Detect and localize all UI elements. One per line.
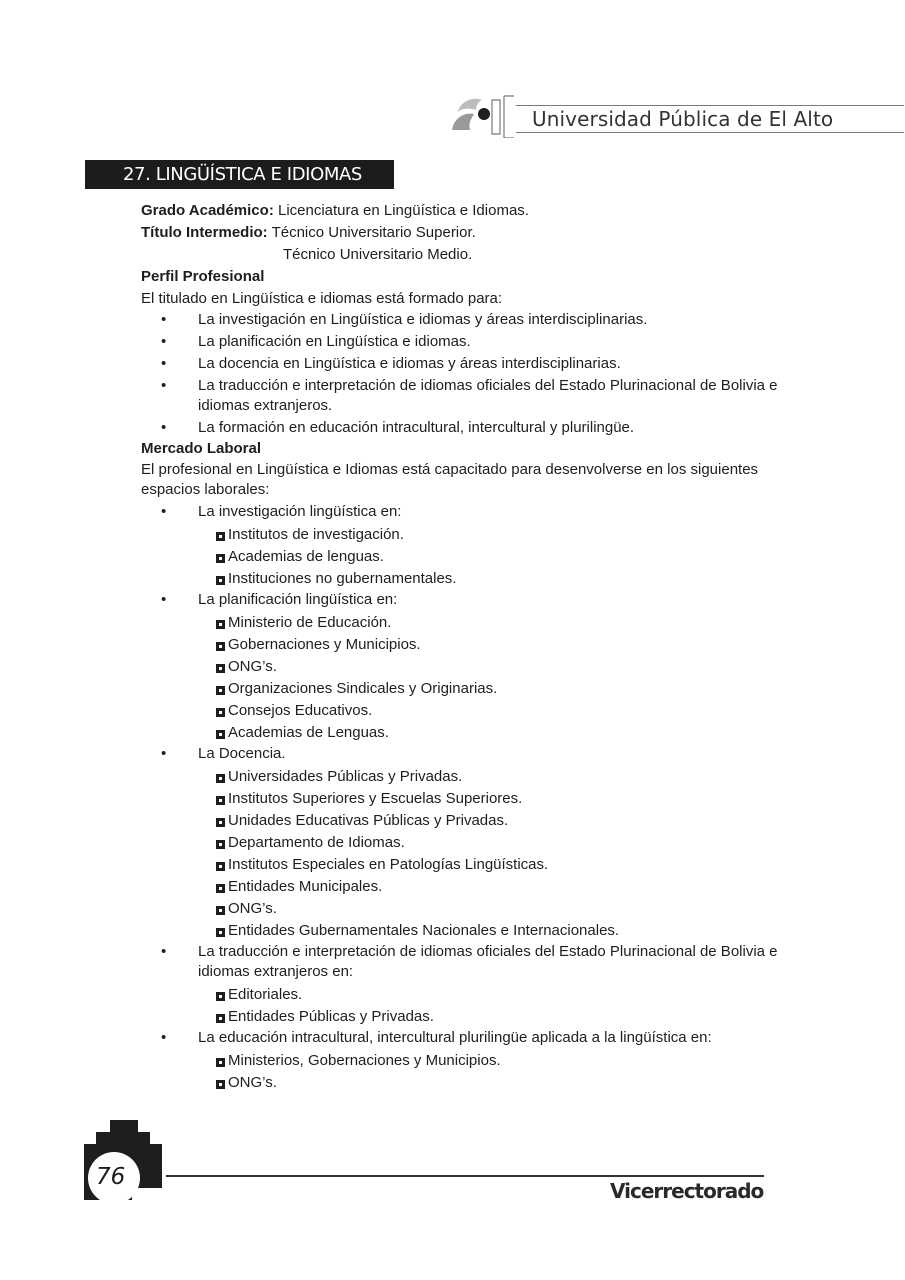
list-item: • La educación intracultural, intercultural plurilingüe aplicada a la lingüística en: xyxy=(161,1029,712,1046)
list-item: • La Docencia. xyxy=(161,745,286,762)
university-logo-icon xyxy=(450,94,514,138)
titulo-intermedio: Título Intermedio: Técnico Universitario Superior. xyxy=(141,224,476,241)
sub-list xyxy=(141,612,811,744)
footer-rule xyxy=(166,1175,764,1177)
grado-academico: Grado Académico: Licenciatura en Lingüística e Idiomas. xyxy=(141,202,529,219)
sub-list-item: Instituciones no gubernamentales. xyxy=(141,568,811,590)
sub-list-item: Institutos de investigación. xyxy=(141,524,811,546)
list-item: • La planificación en Lingüística e idiomas. xyxy=(161,333,471,350)
sub-list-item: Entidades Municipales. xyxy=(141,876,811,898)
header-title: Universidad Pública de El Alto xyxy=(532,107,834,131)
sub-list xyxy=(141,1050,811,1094)
list-item: • La traducción e interpretación de idiomas oficiales del Estado Plurinacional de Bolivia e idiomas extranjeros en: xyxy=(161,943,778,980)
list-item: • La docencia en Lingüística e idiomas y áreas interdisciplinarias. xyxy=(161,355,621,372)
sub-list-item: Academias de lenguas. xyxy=(141,546,811,568)
sub-list-item: Ministerio de Educación. xyxy=(141,612,811,634)
perfil-intro: El titulado en Lingüística e idiomas está formado para: xyxy=(141,290,503,307)
sub-list xyxy=(141,524,811,590)
list-item: • La formación en educación intracultural, intercultural y plurilingüe. xyxy=(161,419,635,436)
sub-list-item: ONG’s. xyxy=(141,1072,811,1094)
sub-list-item: Institutos Especiales en Patologías Lingüísticas. xyxy=(141,854,811,876)
mercado-list xyxy=(141,590,811,610)
sub-list-item: Institutos Superiores y Escuelas Superiores. xyxy=(141,788,811,810)
sub-list-item: Consejos Educativos. xyxy=(141,700,811,722)
sub-list xyxy=(141,766,811,942)
page-number: 76 xyxy=(96,1164,126,1190)
mercado-heading: Mercado Laboral xyxy=(141,440,262,457)
list-item: • La traducción e interpretación de idiomas oficiales del Estado Plurinacional de Bolivia e idiomas extranjeros. xyxy=(161,377,778,414)
section-heading-bar xyxy=(85,160,394,189)
mercado-intro: El profesional en Lingüística e Idiomas está capacitado para desenvolverse en los siguientes espacios laborales: xyxy=(141,461,759,498)
sub-list-item: ONG’s. xyxy=(141,656,811,678)
header-rule-bottom xyxy=(516,132,904,133)
sub-list-item: ONG’s. xyxy=(141,898,811,920)
sub-list-item: Ministerios, Gobernaciones y Municipios. xyxy=(141,1050,811,1072)
perfil-heading: Perfil Profesional xyxy=(141,268,265,285)
sub-list-item: Academias de Lenguas. xyxy=(141,722,811,744)
list-item: • La investigación en Lingüística e idiomas y áreas interdisciplinarias. xyxy=(161,311,648,328)
page-content xyxy=(141,200,811,1094)
list-item: • La investigación lingüística en: xyxy=(161,503,402,520)
titulo-intermedio-2: Técnico Universitario Medio. xyxy=(283,246,473,263)
sub-list-item: Organizaciones Sindicales y Originarias. xyxy=(141,678,811,700)
perfil-list xyxy=(141,310,811,438)
vicerrectorado-logo: Vicerrectorado xyxy=(610,1179,764,1203)
mercado-list xyxy=(141,502,811,522)
list-item: • La planificación lingüística en: xyxy=(161,591,398,608)
sub-list-item: Gobernaciones y Municipios. xyxy=(141,634,811,656)
mercado-list xyxy=(141,1028,811,1048)
sub-list xyxy=(141,984,811,1028)
sub-list-item: Entidades Gubernamentales Nacionales e Internacionales. xyxy=(141,920,811,942)
sub-list-item: Editoriales. xyxy=(141,984,811,1006)
sub-list-item: Entidades Públicas y Privadas. xyxy=(141,1006,811,1028)
section-title: 27. LINGÜÍSTICA E IDIOMAS xyxy=(123,164,362,185)
sub-list-item: Departamento de Idiomas. xyxy=(141,832,811,854)
sub-list-item: Unidades Educativas Públicas y Privadas. xyxy=(141,810,811,832)
mercado-list xyxy=(141,744,811,764)
header-rule-top xyxy=(516,105,904,106)
sub-list-item: Universidades Públicas y Privadas. xyxy=(141,766,811,788)
mercado-list xyxy=(141,942,811,982)
